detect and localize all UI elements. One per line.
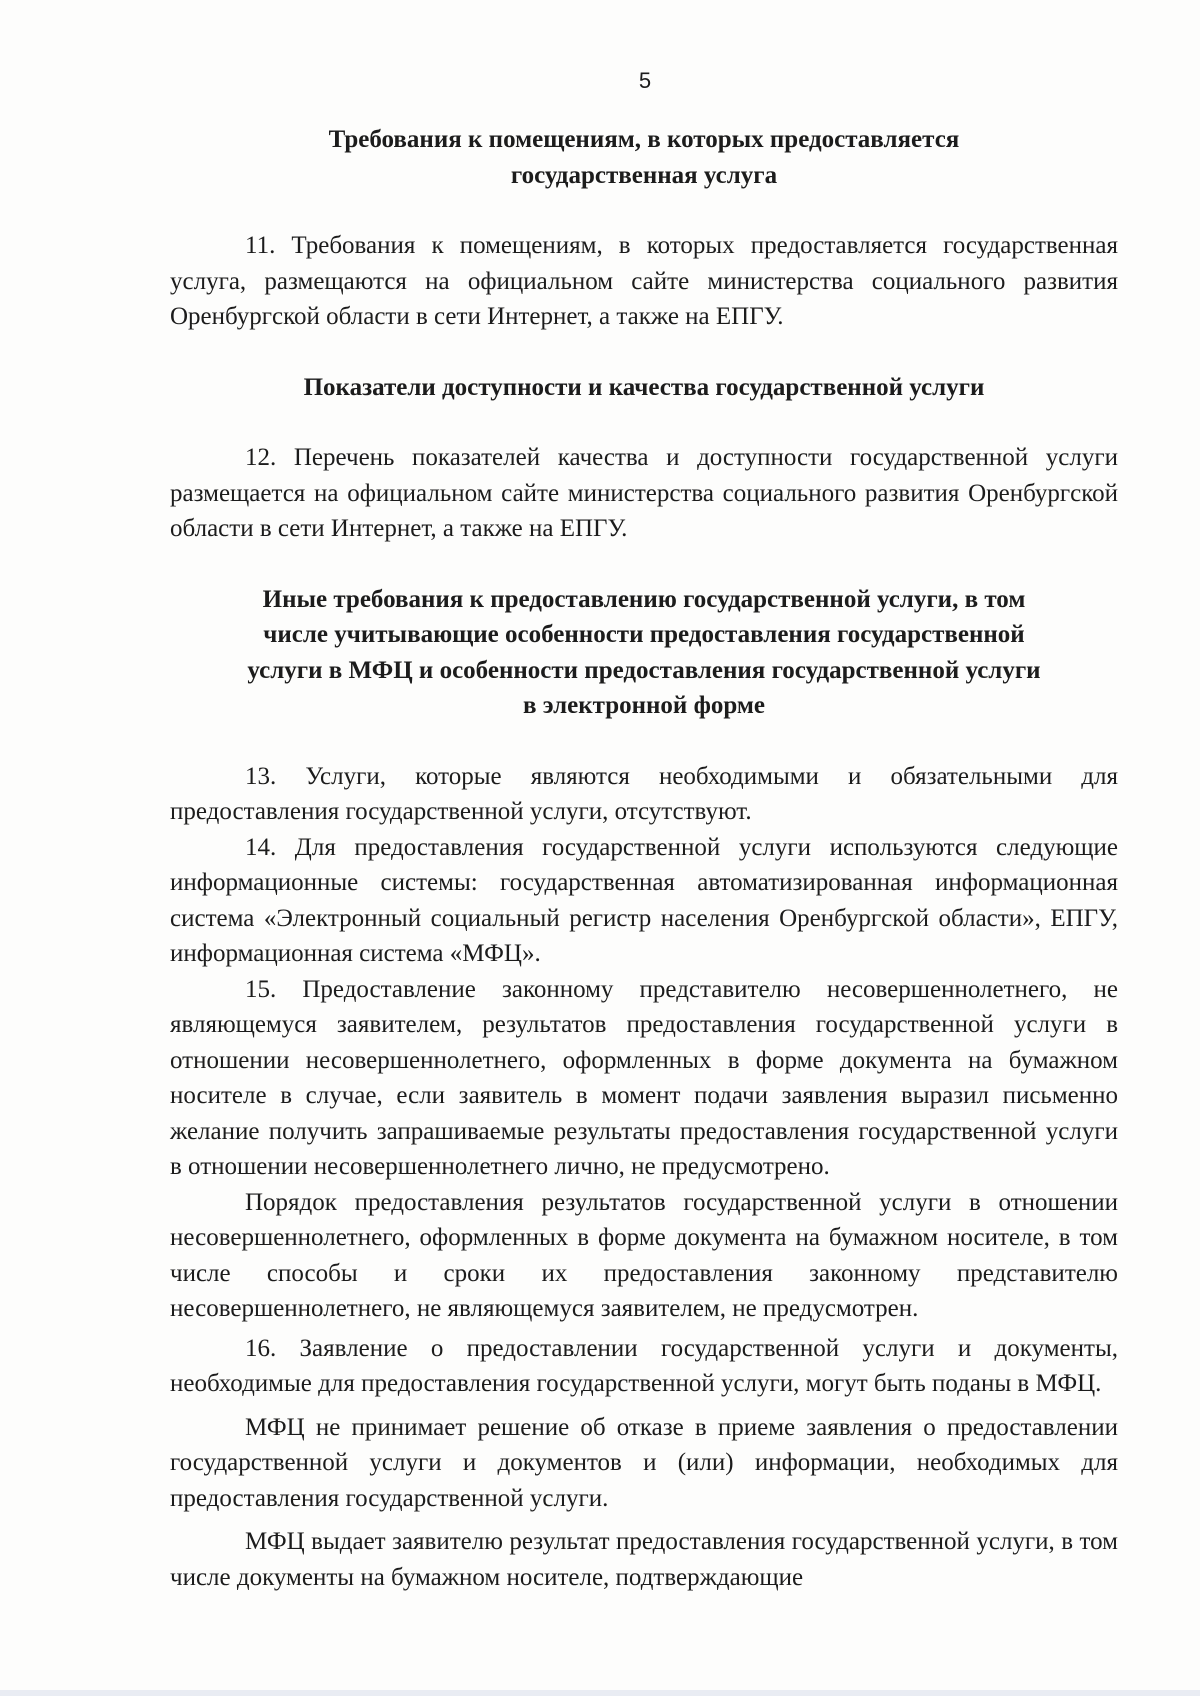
paragraph-15: 15. Предоставление законному представителю несовершеннолетнего, не являющемуся заявителем, результатов предоставления государственной услуги в отношении несовершеннолетнего, оформленных в форме документа на бумажном носителе в случае, если заявитель в момент подачи заявления выразил письменно желание получить запрашиваемые результаты предоставления государственной услуги в отношении несовершеннолетнего лично, не предусмотрено. [170,975,1118,1180]
other-heading-line-2: числе учитывающие особенности предоставления государственной [263,621,1025,648]
indicators-heading: Показатели доступности и качества государственной услуги [303,373,985,401]
paragraph-14: 14. Для предоставления государственной услуги используются следующие информационные системы: государственная автоматизированная информационная система «Электронный социальный регистр населения Оренбургской области», ЕПГУ, информационная система «МФЦ». [170,833,1118,967]
scan-bottom-edge [0,1690,1200,1696]
paragraph-12: 12. Перечень показателей качества и доступности государственной услуги размещается на официальном сайте министерства социального развития Оренбургской области в сети Интернет, а также на ЕПГУ. [170,444,1118,542]
paragraph-16-mfc-no-refusal: МФЦ не принимает решение об отказе в приеме заявления о предоставлении государственной услуги и документов и (или) информации, необходимых для предоставления государственной услуги. [170,1413,1118,1512]
section-premises [170,122,1118,335]
paragraph-11: 11. Требования к помещениям, в которых предоставляется государственная услуга, размещаются на официальном сайте министерства социального развития Оренбургской области в сети Интернет, а также на ЕПГУ. [170,232,1118,330]
paragraph-15-continued: Порядок предоставления результатов государственной услуги в отношении несовершеннолетнего, оформленных в форме документа на бумажном носителе, в том числе способы и сроки их предоставления законному представителю несовершеннолетнего, не являющемуся заявителем, не предусмотрен. [170,1188,1118,1322]
premises-heading-line-2: государственная услуга [510,161,778,189]
paragraph-13: 13. Услуги, которые являются необходимыми и обязательными для предоставления государственной услуги, отсутствуют. [170,762,1118,825]
document-body [170,122,1118,1595]
section-other-requirements [170,582,1118,1596]
other-heading-line-1: Иные требования к предоставлению государственной услуги, в том [262,585,1026,613]
other-heading-line-3: услуги в МФЦ и особенности предоставления государственной услуги [247,656,1041,684]
premises-heading-line-1: Требования к помещениям, в которых предоставляется [328,126,960,153]
page-number: 5 [638,68,652,93]
section-indicators [170,370,1118,547]
paragraph-16: 16. Заявление о предоставлении государственной услуги и документы, необходимые для предоставления государственной услуги, могут быть поданы в МФЦ. [170,1334,1118,1397]
other-heading-line-4: в электронной форме [522,692,766,719]
paragraph-16-mfc-issues-result: МФЦ выдает заявителю результат предоставления государственной услуги, в том числе документы на бумажном носителе, подтверждающие [170,1528,1118,1591]
